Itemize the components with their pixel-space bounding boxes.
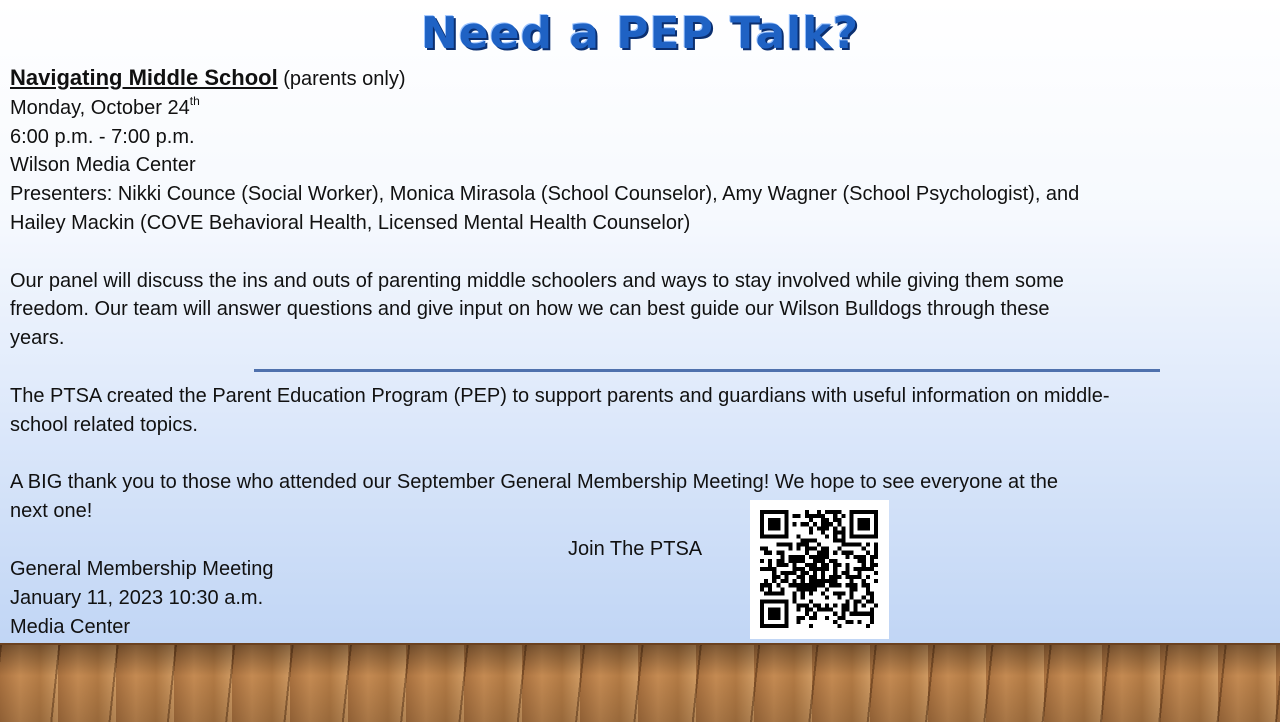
event-date	[10, 94, 1240, 123]
meeting-info	[10, 555, 273, 641]
ptsa-info-1: The PTSA created the Parent Education Program (PEP) to support parents and guardians with useful information on middle-	[10, 384, 1110, 407]
page-title: Need a PEP Talk?	[420, 8, 860, 59]
event-audience: (parents only)	[277, 68, 406, 90]
event-heading-line	[10, 64, 1240, 94]
wood-floor-decoration	[0, 643, 1280, 722]
event-time: 6:00 p.m. - 7:00 p.m.	[10, 125, 195, 148]
meeting-name: General Membership Meeting	[10, 558, 274, 580]
meeting-datetime: January 11, 2023 10:30 a.m.	[10, 586, 264, 609]
event-date-main: Monday, October 24	[10, 96, 190, 119]
event-location: Wilson Media Center	[10, 154, 196, 177]
event-date-suffix: th	[189, 93, 200, 108]
join-ptsa-label: Join The PTSA	[568, 538, 703, 560]
thanks-message-2: next one!	[10, 499, 93, 522]
announcement-body	[10, 64, 1240, 526]
event-description-2: freedom. Our team will answer questions and give input on how we can best guide our Wilson Bulldogs through these	[10, 298, 1050, 321]
join-ptsa-qr-code[interactable]	[750, 500, 889, 639]
event-description-3: years.	[10, 327, 65, 350]
section-divider	[254, 369, 1160, 372]
event-presenters-2: Hailey Mackin (COVE Behavioral Health, Licensed Mental Health Counselor)	[10, 211, 691, 234]
ptsa-info-2: school related topics.	[10, 413, 198, 436]
event-presenters-1: Presenters: Nikki Counce (Social Worker), Monica Mirasola (School Counselor), Amy Wagner (School Psychologist), and	[10, 183, 1080, 206]
event-heading: Navigating Middle School	[10, 65, 278, 90]
meeting-place: Media Center	[10, 615, 131, 638]
thanks-message-1: A BIG thank you to those who attended our September General Membership Meeting! We hope to see everyone at the	[10, 471, 1059, 494]
qr-code-icon	[760, 510, 878, 628]
event-description-1: Our panel will discuss the ins and outs of parenting middle schoolers and ways to stay involved while giving them some	[10, 269, 1064, 292]
